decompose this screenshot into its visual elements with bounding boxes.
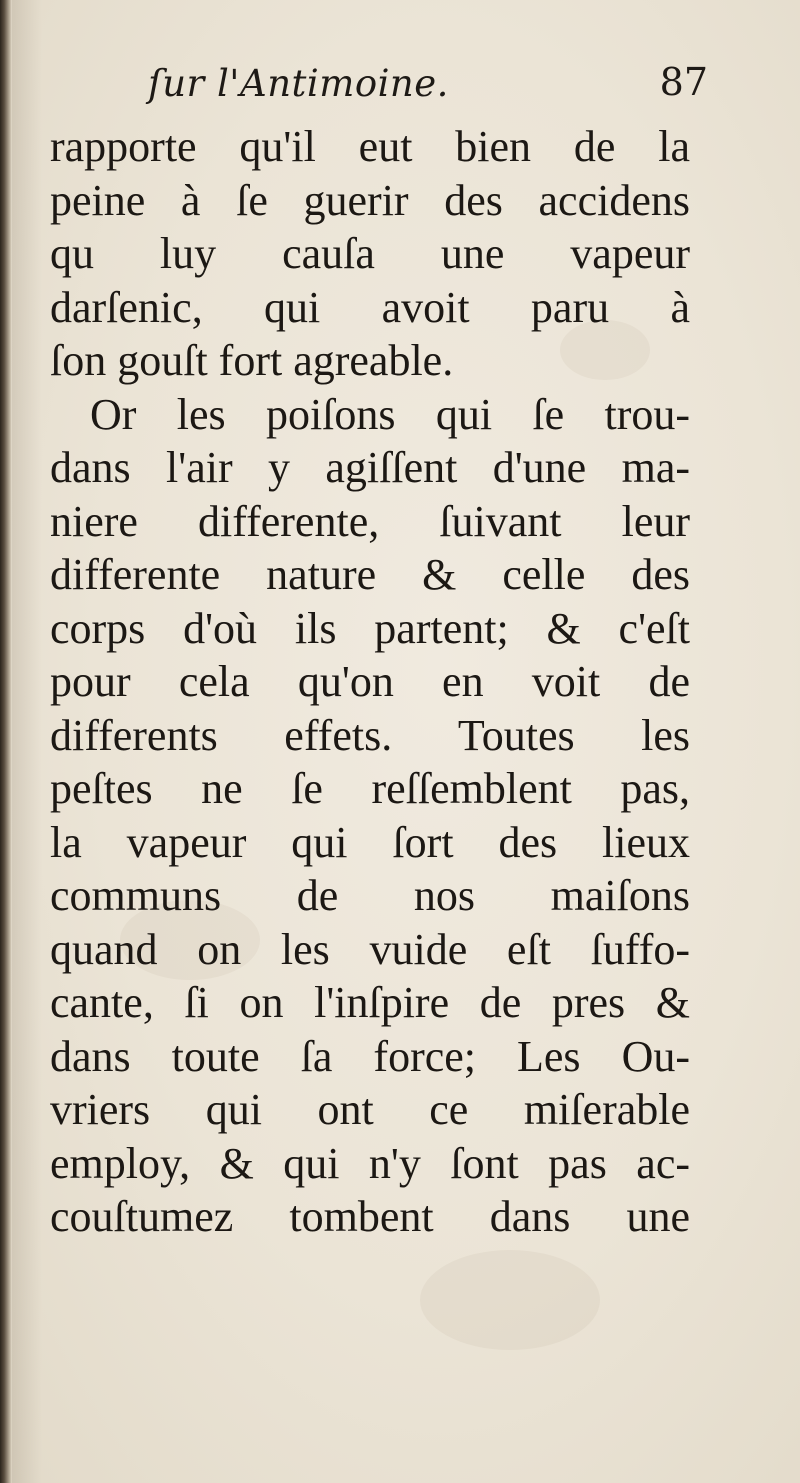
running-title: ſur l'Antimoine.: [148, 62, 449, 105]
text-line: couſtumez tombent dans une: [50, 1192, 690, 1241]
gutter-shadow: [12, 0, 42, 1483]
text-line: peſtes ne ſe reſſemblent pas,: [50, 764, 690, 813]
text-line: differents effets. Toutes les: [50, 710, 690, 760]
text-line: la vapeur qui ſort des lieux: [50, 817, 690, 867]
page-header: [148, 62, 708, 122]
text-line: peine à ſe guerir des accidens: [50, 175, 690, 225]
text-line: quand on les vuide eſt ſuffo-: [50, 924, 690, 974]
text-line: employ, & qui n'y ſont pas ac-: [50, 1138, 690, 1188]
book-binding-edge: [0, 0, 12, 1483]
body-text: [50, 120, 690, 1244]
text-line: corps d'où ils partent; & c'eſt: [50, 603, 690, 653]
text-line: niere differente, ſuivant leur: [50, 496, 690, 546]
paper-stain: [420, 1250, 600, 1350]
text-line: vriers qui ont ce miſerable: [50, 1085, 690, 1134]
text-line: pour cela qu'on en voit de: [50, 657, 690, 706]
text-line: qu luy cauſa une vapeur: [50, 229, 690, 278]
text-line: darſenic, qui avoit paru à: [50, 282, 690, 332]
text-line: rapporte qu'il eut bien de la: [50, 122, 690, 171]
page-number: 87: [659, 60, 708, 104]
text-line: Or les poiſons qui ſe trou-: [90, 389, 690, 439]
text-line: dans l'air y agiſſent d'une ma-: [50, 443, 690, 492]
text-line: dans toute ſa force; Les Ou-: [50, 1031, 690, 1081]
text-line: differente nature & celle des: [50, 550, 690, 599]
text-line: ſon gouſt fort agreable.: [50, 336, 454, 385]
text-line: cante, ſi on l'inſpire de pres &: [50, 978, 690, 1027]
text-line: communs de nos maiſons: [50, 871, 690, 920]
